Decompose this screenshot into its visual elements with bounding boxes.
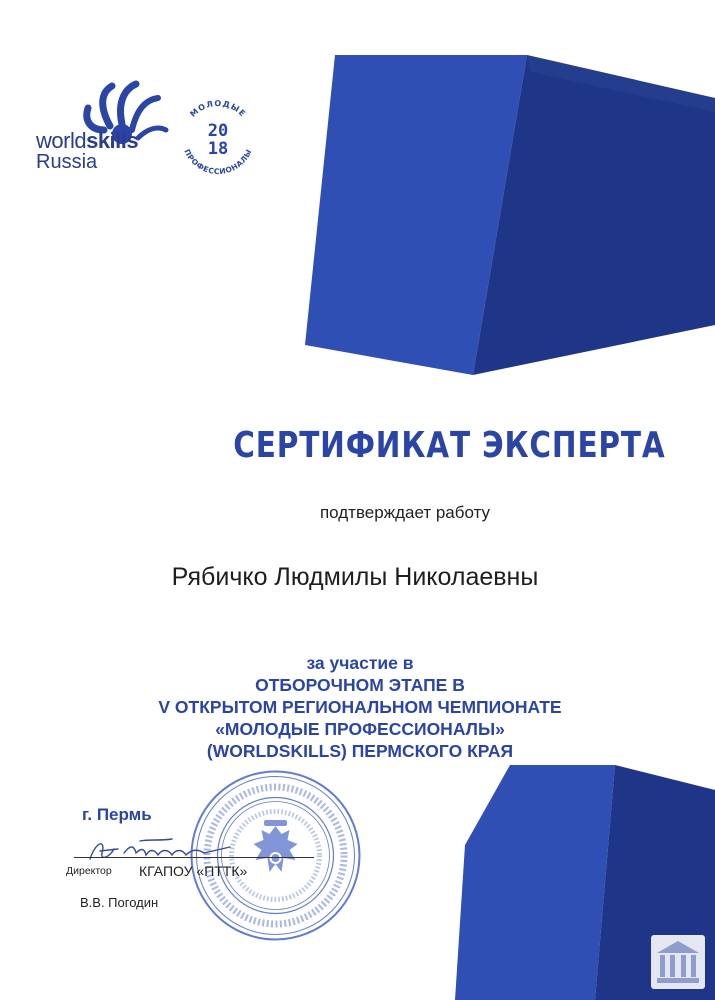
- city-label: г. Пермь: [82, 805, 152, 824]
- decorative-cube-top: [305, 50, 715, 375]
- signature-line: [74, 857, 314, 858]
- event-line: за участие в: [306, 653, 414, 673]
- badge-top-text: МОЛОДЫЕ: [188, 98, 248, 119]
- event-line: «МОЛОДЫЕ ПРОФЕССИОНАЛЫ»: [215, 719, 505, 739]
- badge-year-top: 20: [207, 121, 229, 141]
- wordmark-world: world: [36, 128, 87, 153]
- college-corner-logo-icon: [651, 935, 705, 989]
- director-label: Директор: [66, 865, 112, 877]
- event-line: V ОТКРЫТОМ РЕГИОНАЛЬНОМ ЧЕМПИОНАТЕ: [158, 697, 562, 717]
- recipient-name: Рябичко Людмилы Николаевны: [171, 563, 539, 591]
- director-name: В.В. Погодин: [80, 895, 159, 910]
- worldskills-wordmark: [36, 130, 138, 172]
- certificate-subtitle: подтверждает работу: [319, 503, 491, 522]
- event-description: [30, 652, 690, 762]
- event-line: (WORLDSKILLS) ПЕРМСКОГО КРАЯ: [206, 741, 514, 761]
- young-professionals-2018-badge: [172, 92, 264, 184]
- wordmark-skills: skills: [86, 128, 139, 153]
- organization-name: КГАПОУ «ПТТК»: [139, 863, 248, 879]
- badge-year-bottom: 18: [207, 139, 229, 159]
- certificate-title: СЕРТИФИКАТ ЭКСПЕРТА: [233, 425, 666, 466]
- wordmark-russia: Russia: [36, 151, 98, 173]
- badge-bottom-text: ПРОФЕССИОНАЛЫ: [182, 147, 254, 177]
- svg-text:МОЛОДЫЕ: [188, 99, 247, 119]
- event-line: ОТБОРОЧНОМ ЭТАПЕ В: [255, 675, 465, 695]
